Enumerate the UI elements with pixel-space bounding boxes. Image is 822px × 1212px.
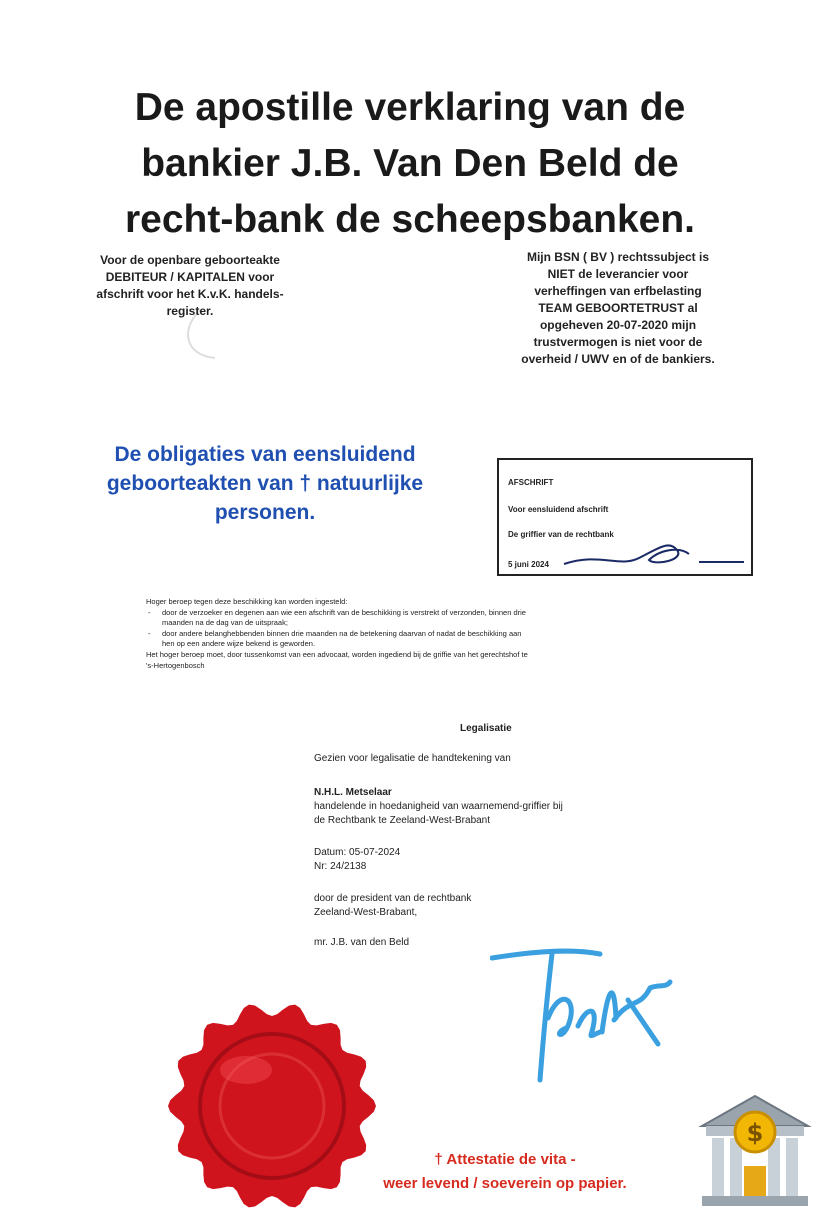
legalisation-by: door de president van de rechtbank (314, 893, 472, 904)
stamp-line-1: Voor eensluidend afschrift (508, 505, 609, 514)
stamp-signature (559, 532, 749, 572)
page-title (60, 80, 760, 248)
title-line-3: recht-bank de scheepsbanken. (124, 198, 696, 241)
right-note-line: trustvermogen is niet voor de (533, 335, 703, 349)
left-note-line: afschrift voor het K.v.K. handels- (96, 287, 284, 301)
right-note-line: opgeheven 20-07-2020 mijn (539, 318, 697, 332)
stamp-line-2: De griffier van de rechtbank (508, 530, 614, 539)
stamp-title: AFSCHRIFT (508, 478, 554, 487)
footer-line-2: weer levend / soeverein op papier. (383, 1175, 627, 1192)
svg-text:$: $ (746, 1119, 764, 1147)
handwritten-signature (490, 948, 680, 1088)
appeal-item-text: maanden na de dag van de uitspraak; (162, 618, 288, 628)
left-note-line: register. (166, 304, 214, 318)
appeal-item-1-cont (146, 618, 746, 629)
appeal-item-2: - door andere belanghebbenden binnen drie maanden na de betekening daarvan of nadat de beschikking aan (148, 628, 522, 638)
blue-heading (60, 440, 470, 527)
right-note-line: Mijn BSN ( BV ) rechtssubject is (526, 250, 710, 264)
legalisation-seen: Gezien voor legalisatie de handtekening van (314, 753, 511, 764)
legalisation-court: de Rechtbank te Zeeland-West-Brabant (314, 815, 491, 826)
right-note-line: NIET de leverancier voor (547, 267, 689, 281)
appeal-item-2-cont (146, 639, 746, 650)
bank-icon (696, 1092, 814, 1210)
wax-seal-icon (166, 1000, 378, 1212)
afschrift-stamp (497, 458, 753, 576)
legalisation-title: Legalisatie (460, 723, 512, 734)
legalisation-name: N.H.L. Metselaar (314, 787, 392, 798)
legalisation-signer: mr. J.B. van den Beld (314, 937, 410, 948)
legalisation-by-region: Zeeland-West-Brabant, (314, 907, 418, 918)
right-note-line: overheid / UWV en of de bankiers. (521, 352, 715, 366)
appeal-item-text: door de verzoeker en degenen aan wie een afschrift van de beschikking is verstrekt of verzonden, binnen drie (162, 607, 526, 617)
right-note (498, 249, 738, 368)
legalisation-role: handelende in hoedanigheid van waarnemend-griffier bij (314, 801, 563, 812)
right-note-line: TEAM GEBOORTETRUST al (538, 301, 698, 315)
appeal-item-text: door andere belanghebbenden binnen drie maanden na de betekening daarvan of nadat de beschikking aan (162, 628, 522, 638)
appeal-item-text: hen op een andere wijze bekend is geworden. (162, 639, 316, 649)
stamp-date: 5 juni 2024 (508, 560, 549, 569)
footer-line-1: † Attestatie de vita - (434, 1151, 576, 1168)
footer-attestation (350, 1148, 660, 1196)
title-line-2: bankier J.B. Van Den Beld de (141, 142, 679, 185)
left-note (80, 252, 300, 320)
legalisation-date: Datum: 05-07-2024 (314, 847, 401, 858)
blue-heading-line: geboorteakten van † natuurlijke (106, 472, 424, 495)
appeal-intro: Hoger beroep tegen deze beschikking kan worden ingesteld: (146, 597, 348, 606)
appeal-paragraph (146, 597, 746, 671)
title-line-1: De apostille verklaring van de (134, 86, 686, 129)
appeal-outro-place: 's-Hertogenbosch (146, 660, 205, 670)
left-note-line: Voor de openbare geboorteakte (100, 253, 280, 267)
legalisation-block (314, 752, 694, 950)
appeal-outro: Het hoger beroep moet, door tussenkomst van een advocaat, worden ingediend bij de griffie van het gerechtshof te (146, 649, 528, 659)
appeal-item-1: - door de verzoeker en degenen aan wie een afschrift van de beschikking is verstrekt of verzonden, binnen drie (148, 607, 526, 617)
left-note-line: DEBITEUR / KAPITALEN voor (105, 270, 275, 284)
blue-heading-line: De obligaties van eensluidend (114, 443, 416, 466)
blue-heading-line: personen. (214, 501, 316, 524)
legalisation-number: Nr: 24/2138 (314, 861, 367, 872)
right-note-line: verheffingen van erfbelasting (534, 284, 702, 298)
